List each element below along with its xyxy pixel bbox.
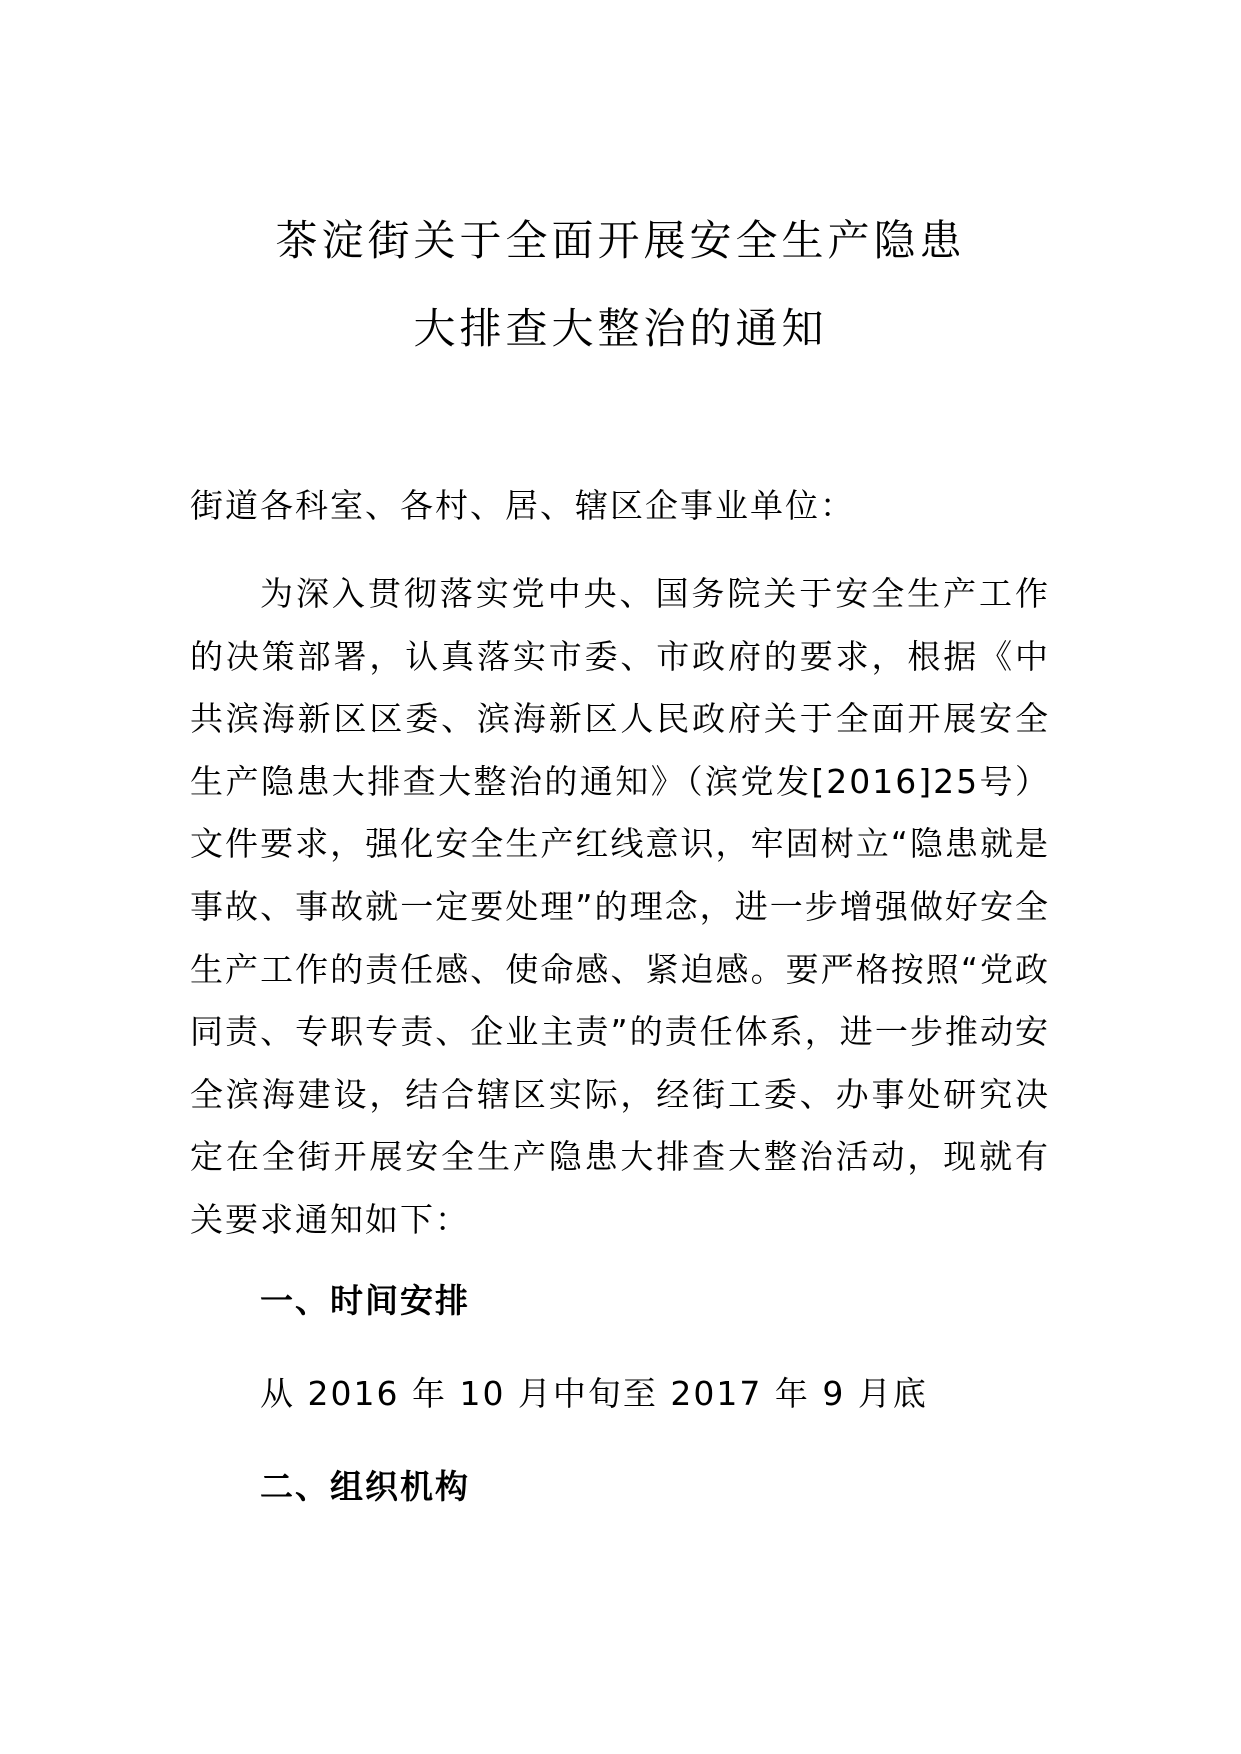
document-title-line-1: 茶淀街关于全面开展安全生产隐患 (275, 216, 966, 265)
section-heading-time-schedule: 一、时间安排 (260, 1281, 470, 1320)
salutation: 街道各科室、各村、居、辖区企事业单位： (190, 486, 855, 525)
section-text-time-range: 从 2016 年 10 月中旬至 2017 年 9 月底 (260, 1374, 928, 1413)
intro-paragraph: 为深入贯彻落实党中央、国务院关于安全生产工作的决策部署，认真落实市委、市政府的要求，根据《中共滨海新区区委、滨海新区人民政府关于全面开展安全生产隐患大排查大整治的通知》（滨党发[2016]25号）文件要求，强化安全生产红线意识，牢固树立“隐患就是事故、事故就一定要处理”的理念，进一步增强做好安全生产工作的责任感、使命感、紧迫感。要严格按照“党政同责、专职专责、企业主责”的责任体系，进一步推动安全滨海建设，结合辖区实际，经街工委、办事处研究决定在全街开展安全生产隐患大排查大整治活动，现就有关要求通知如下： (190, 574, 1050, 1239)
section-heading-organization: 二、组织机构 (260, 1467, 470, 1506)
document-title-line-2: 大排查大整治的通知 (413, 304, 828, 353)
